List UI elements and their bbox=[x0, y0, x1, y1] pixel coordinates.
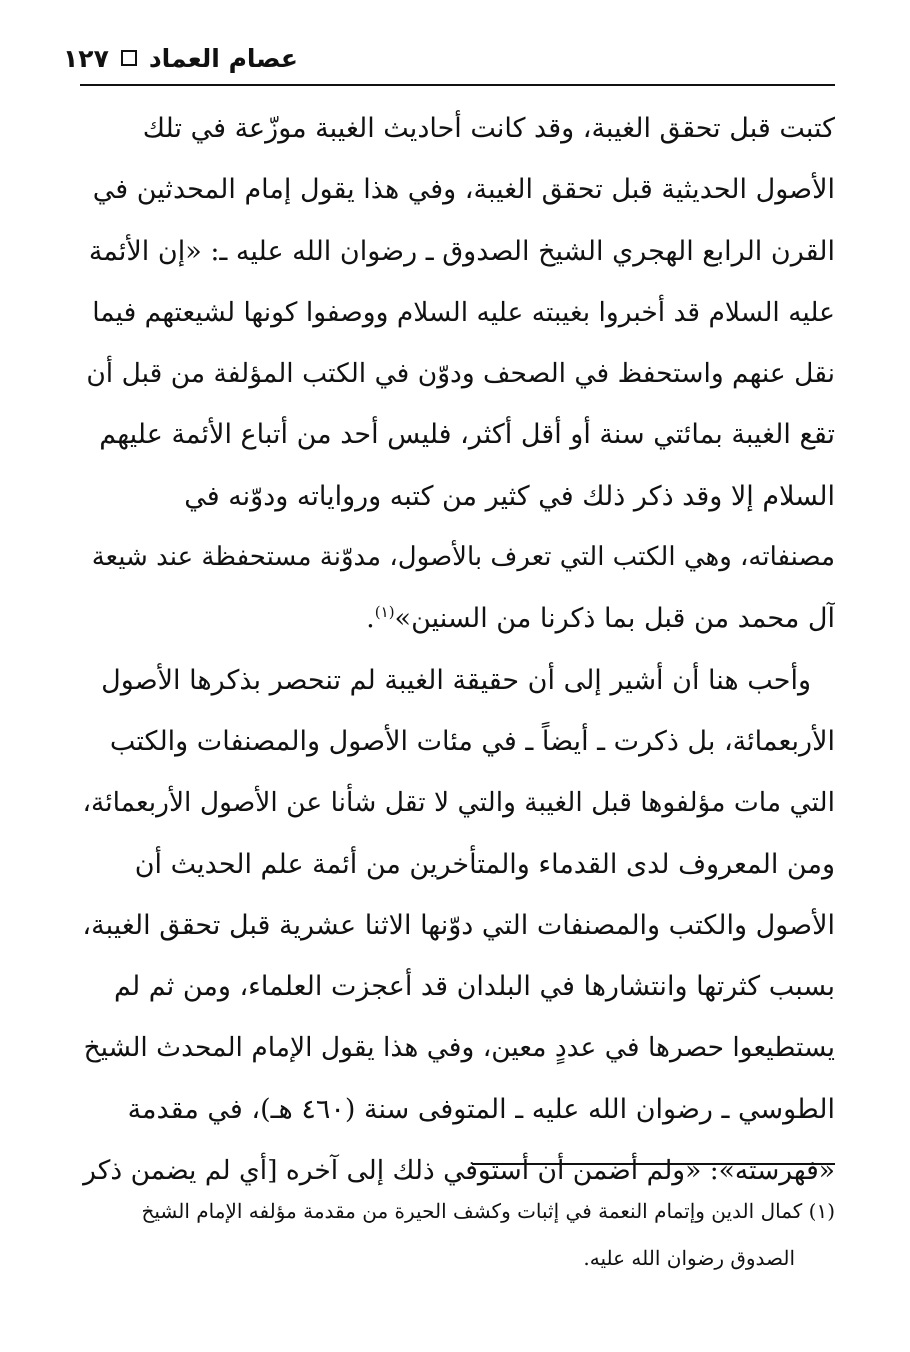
footnote-reference: (١) bbox=[374, 603, 395, 622]
text-line: يستطيعوا حصرها في عددٍ معين، وفي هذا يقول الإمام المحدث الشيخ bbox=[83, 1032, 835, 1064]
text-line: مصنفاته، وهي الكتب التي تعرف بالأصول، مدوّنة مستحفظة عند شيعة bbox=[91, 542, 835, 573]
header-rule bbox=[80, 84, 835, 86]
page-header bbox=[63, 36, 298, 80]
footnote-rule bbox=[472, 1163, 835, 1165]
text-segment: آل محمد من قبل بما ذكرنا من السنين» bbox=[394, 603, 835, 635]
text-line: الطوسي ـ رضوان الله عليه ـ المتوفى سنة (٤٦٠ هـ)، في مقدمة bbox=[127, 1093, 835, 1125]
text-line: الأصول والكتب والمصنفات التي دوّنها الاثنا عشرية قبل تحقق الغيبة، bbox=[82, 909, 835, 941]
text-line: نقل عنهم واستحفظ في الصحف ودوّن في الكتب المؤلفة من قبل أن bbox=[86, 358, 835, 390]
text-line: كتبت قبل تحقق الغيبة، وقد كانت أحاديث الغيبة موزّعة في تلك bbox=[142, 113, 835, 144]
text-line: تقع الغيبة بمائتي سنة أو أقل أكثر، فليس أحد من أتباع الأئمة عليهم bbox=[99, 419, 835, 451]
paragraph-1 bbox=[80, 98, 835, 650]
footnote bbox=[80, 1188, 835, 1282]
text-line: السلام إلا وقد ذكر ذلك في كثير من كتبه ورواياته ودوّنه في bbox=[184, 480, 835, 512]
footnote-line: الصدوق رضوان الله عليه. bbox=[583, 1246, 795, 1270]
main-text bbox=[80, 98, 835, 1201]
footnote-line: (١) كمال الدين وإتمام النعمة في إثبات وكشف الحيرة من مقدمة مؤلفه الإمام الشيخ bbox=[141, 1199, 835, 1223]
page-number: ١٢٧ bbox=[63, 43, 109, 73]
text-line: «فهرسته»: «ولم أضمن أن أستوفي ذلك إلى آخره [أي لم يضمن ذكر bbox=[83, 1155, 835, 1187]
text-line: الأربعمائة، بل ذكرت ـ أيضاً ـ في مئات الأصول والمصنفات والكتب bbox=[109, 725, 835, 757]
text-line: الأصول الحديثية قبل تحقق الغيبة، وفي هذا يقول إمام المحدثين في bbox=[92, 174, 835, 206]
text-line: وأحب هنا أن أشير إلى أن حقيقة الغيبة لم تنحصر بذكرها الأصول bbox=[101, 664, 811, 696]
text-line: ومن المعروف لدى القدماء والمتأخرين من أئمة علم الحديث أن bbox=[134, 848, 835, 880]
text-line-last bbox=[80, 588, 835, 649]
text-line: القرن الرابع الهجري الشيخ الصدوق ـ رضوان الله عليه ـ: «إن الأئمة bbox=[88, 235, 835, 267]
square-ornament-icon bbox=[121, 50, 137, 66]
end-punctuation: . bbox=[366, 603, 375, 635]
running-title: عصام العماد bbox=[148, 43, 298, 73]
text-line: بسبب كثرتها وانتشارها في البلدان قد أعجزت العلماء، ومن ثم لم bbox=[113, 971, 835, 1003]
paragraph-2 bbox=[80, 650, 835, 1202]
text-line: التي مات مؤلفوها قبل الغيبة والتي لا تقل شأنا عن الأصول الأربعمائة، bbox=[82, 787, 835, 819]
text-line: عليه السلام قد أخبروا بغيبته عليه السلام ووصفوا كونها لشيعتهم فيما bbox=[92, 296, 835, 328]
